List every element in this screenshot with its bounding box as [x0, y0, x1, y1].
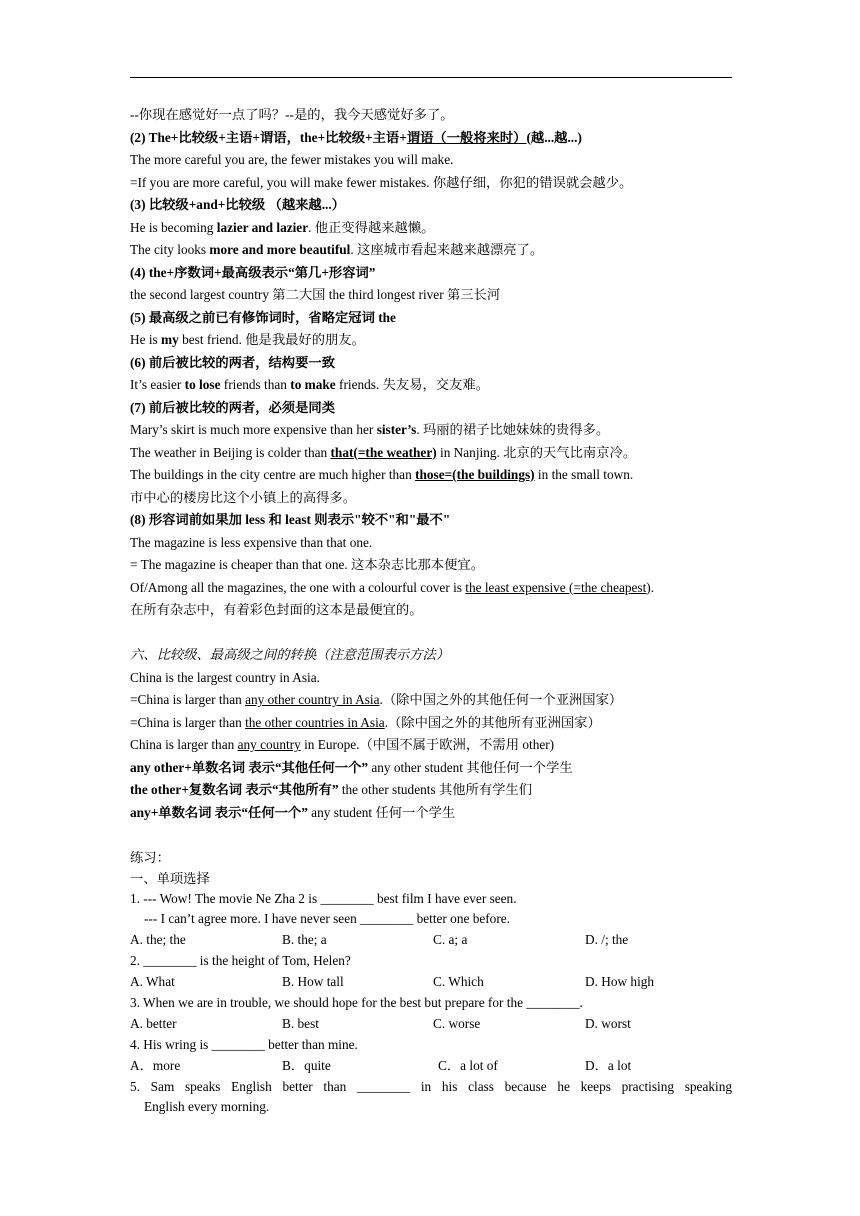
text: in Nanjing. 北京的天气比南京冷。 [436, 444, 637, 460]
bold-text: the other+复数名词 表示“其他所有” [130, 782, 339, 797]
text-line: = The magazine is cheaper than that one. 这本杂志比那本便宜。 [130, 557, 484, 572]
question-2-options [130, 971, 732, 993]
question-4-options [130, 1055, 732, 1077]
bold-text: any other+单数名词 表示“其他任何一个” [130, 759, 369, 775]
question-3-stem: 3. When we are in trouble, we should hope for the best but prepare for the ________. [130, 995, 583, 1010]
option-d[interactable]: D. /; the [585, 932, 629, 947]
underlined-text: any other country in Asia [245, 692, 380, 707]
question-5-stem: 5. Sam speaks English better than ________ in his class because he keeps practising speaking [130, 1079, 732, 1094]
text-line [130, 239, 732, 262]
text-line [130, 712, 732, 735]
spacer [130, 824, 732, 847]
underlined-text: 谓语（一般将来时） [406, 129, 527, 145]
text-line: the second largest country 第二大国 the third longest river 第三长河 [130, 287, 501, 302]
question-1-stem: 1. --- Wow! The movie Ne Zha 2 is ________ best film I have ever seen. [130, 891, 517, 906]
header-rule [130, 77, 732, 78]
text: best friend. 他是我最好的朋友。 [178, 332, 365, 347]
option-b[interactable]: B. How tall [282, 974, 344, 989]
text-line: 在所有杂志中，有着彩色封面的这本是最便宜的。 [130, 602, 423, 617]
exercise-section-heading: 一、单项选择 [130, 871, 210, 886]
bold-text: lazier and lazier [216, 219, 309, 235]
underlined-text: the other countries in Asia [245, 714, 385, 730]
underlined-text: the least expensive (=the cheapest) [465, 579, 651, 595]
text: Of/Among all the magazines, the one with a colourful cover is [130, 579, 466, 595]
text: any student 任何一个学生 [307, 804, 456, 820]
text-line [130, 802, 732, 825]
text: He is becoming [130, 219, 217, 235]
option-a[interactable]: A．more [130, 1058, 181, 1073]
text-line: China is the largest country in Asia. [130, 669, 320, 685]
option-b[interactable]: B．quite [282, 1058, 331, 1073]
heading-rule-5: (5) 最高级之前已有修饰词时，省略定冠词 the [130, 309, 396, 325]
text-line [130, 689, 732, 712]
text-line: 市中心的楼房比这个小镇上的高得多。 [130, 489, 357, 505]
question-3-options [130, 1013, 732, 1035]
text: in Europe.（中国不属于欧洲，不需用 other) [300, 737, 555, 752]
text: . 玛丽的裙子比她妹妹的贵得多。 [416, 422, 610, 437]
heading-text: (2) The+比较级+主语+谓语，the+比较级+主语+ [130, 129, 407, 145]
text-line [130, 464, 732, 487]
question-4-stem: 4. His wring is ________ better than mine. [130, 1037, 358, 1052]
text-line [130, 757, 732, 780]
text: any other student 其他任何一个学生 [368, 759, 573, 775]
option-c[interactable]: C. a; a [433, 932, 468, 947]
question-2-stem: 2. ________ is the height of Tom, Helen? [130, 953, 351, 968]
text-line: The magazine is less expensive than that one. [130, 534, 373, 550]
text-line [130, 374, 732, 397]
spacer [130, 622, 732, 645]
heading-text: (越...越...) [526, 129, 582, 145]
option-b[interactable]: B. the; a [282, 932, 327, 947]
text: . [650, 579, 655, 595]
option-d[interactable]: D．a lot [585, 1058, 632, 1073]
text: The buildings in the city centre are much higher than [130, 467, 416, 482]
bold-text: my [161, 332, 179, 347]
text: It’s easier [130, 377, 185, 392]
heading-rule-7: (7) 前后被比较的两者，必须是同类 [130, 399, 335, 415]
bold-text: to make [290, 377, 336, 392]
text: China is larger than [130, 737, 238, 752]
option-c[interactable]: C. worse [433, 1016, 481, 1031]
text-line [130, 577, 732, 600]
text: friends than [220, 377, 291, 392]
text-line [130, 779, 732, 802]
text-line [130, 419, 732, 442]
heading-rule-4: (4) the+序数词+最高级表示“第几+形容词” [130, 264, 376, 280]
text: in the small town. [534, 467, 634, 482]
text: Mary’s skirt is much more expensive than her [130, 422, 377, 437]
text: .（除中国之外的其他所有亚洲国家） [384, 714, 601, 730]
bold-underlined-text: that(=the weather) [330, 444, 437, 460]
bold-text: any+单数名词 表示“任何一个” [130, 804, 308, 820]
question-5-stem-2: English every morning. [144, 1099, 270, 1114]
section-heading-6: 六、比较级、最高级之间的转换（注意范围表示方法） [130, 647, 450, 662]
text-line [130, 217, 732, 240]
text-line: --你现在感觉好一点了吗？--是的，我今天感觉好多了。 [130, 107, 454, 122]
text: . 这座城市看起来越来越漂亮了。 [350, 242, 544, 257]
option-a[interactable]: A. the; the [130, 932, 186, 947]
text: friends. 失友易，交友难。 [335, 377, 489, 392]
text-line: =If you are more careful, you will make fewer mistakes. 你越仔细，你犯的错误就会越少。 [130, 174, 633, 190]
option-d[interactable]: D. How high [585, 974, 655, 989]
bold-underlined-text: those=(the buildings) [415, 467, 535, 482]
text: .（除中国之外的其他任何一个亚洲国家） [379, 692, 623, 707]
text: He is [130, 332, 162, 347]
text-line [130, 329, 732, 352]
text: =China is larger than [130, 692, 246, 707]
option-c[interactable]: C．a lot of [438, 1058, 498, 1073]
document-page [130, 104, 732, 1117]
option-a[interactable]: A. What [130, 974, 175, 989]
option-d[interactable]: D. worst [585, 1016, 631, 1031]
option-c[interactable]: C. Which [433, 974, 484, 989]
bold-text: more and more beautiful [209, 242, 351, 257]
option-a[interactable]: A. better [130, 1016, 177, 1031]
heading-rule-6: (6) 前后被比较的两者，结构要一致 [130, 354, 335, 370]
text-line: The more careful you are, the fewer mistakes you will make. [130, 152, 454, 167]
text: The city looks [130, 242, 210, 257]
practice-heading: 练习： [130, 849, 170, 865]
text: . 他正变得越来越懒。 [308, 219, 435, 235]
bold-text: sister’s [376, 422, 417, 437]
bold-text: to lose [184, 377, 221, 392]
option-b[interactable]: B. best [282, 1016, 319, 1031]
question-1-stem-2: --- I can’t agree more. I have never seen ________ better one before. [144, 911, 510, 926]
text: =China is larger than [130, 714, 246, 730]
underlined-text: any country [237, 737, 301, 752]
text-line [130, 442, 732, 465]
text: the other students 其他所有学生们 [338, 782, 533, 797]
heading-rule-2 [130, 127, 732, 150]
heading-rule-3: (3) 比较级+and+比较级 （越来越...） [130, 197, 345, 212]
question-1-options [130, 929, 732, 951]
text-line [130, 734, 732, 757]
heading-rule-8: (8) 形容词前如果加 less 和 least 则表示"较不"和"最不" [130, 512, 451, 527]
text: The weather in Beijing is colder than [130, 444, 331, 460]
